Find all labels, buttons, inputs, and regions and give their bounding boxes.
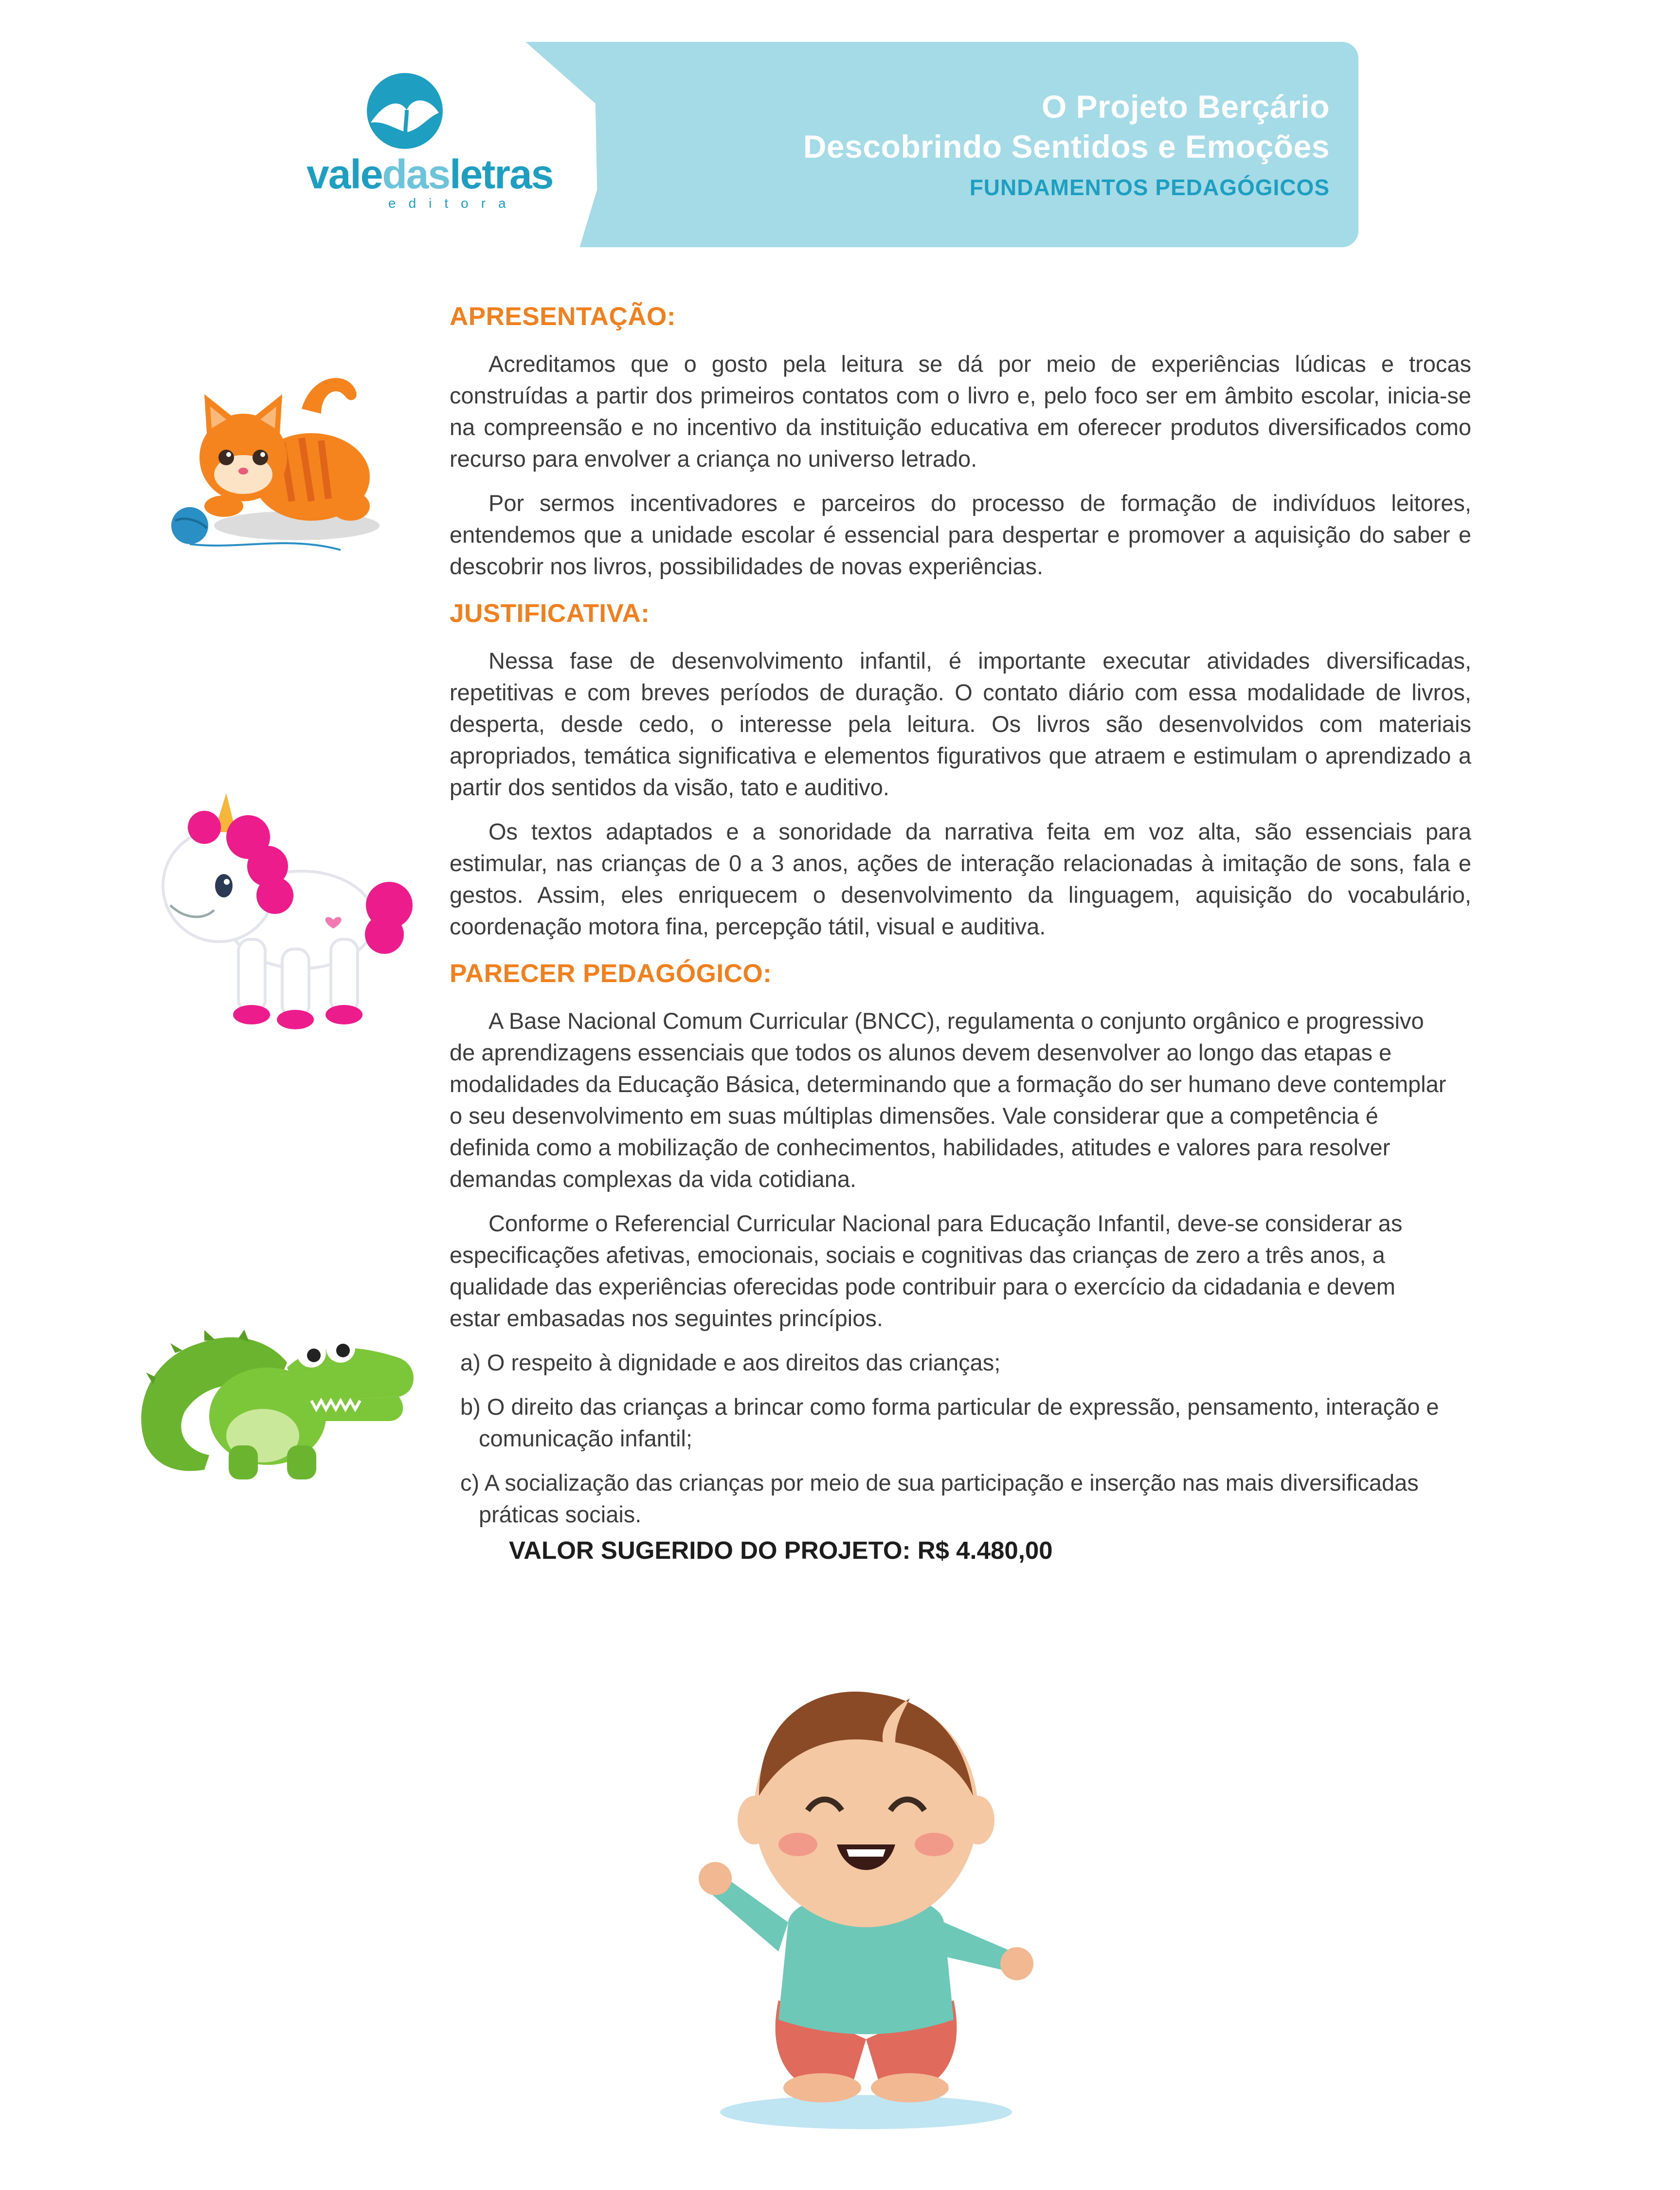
section-heading-apresentacao: APRESENTAÇÃO:	[450, 302, 676, 331]
principle-item: c) A socialização das crianças por meio de sua participação e inserção nas mais diversificadas práticas sociais.	[460, 1470, 1419, 1527]
baby-illustration-icon	[691, 1650, 1041, 2136]
header-titles	[803, 87, 1330, 201]
page-title-line-1: O Projeto Berçário	[1041, 89, 1330, 125]
paragraph: Nessa fase de desenvolvimento infantil, é importante executar atividades diversificadas, repetitivas e com breves períodos de duração. O contato diário com essa modalidade de livros, desperta, desde cedo, o interesse pela leitura. Os livros são desenvolvidos com materiais apropriados, temática significativa e elementos figurativos que atraem e estimulam o aprendizado a partir dos sentidos da visão, tato e auditivo.	[450, 648, 1471, 800]
paragraph: A Base Nacional Comum Curricular (BNCC), regulamenta o conjunto orgânico e progressivo de aprendizagens essenciais que todos os alunos devem desenvolver ao longo das etapas e modalidades da Educação Básica, determinando que a formação do ser humano deve contemplar o seu desenvolvimento em suas múltiplas dimensões. Vale considerar que a competência é definida como a mobilização de conhecimentos, habilidades, atitudes e valores para resolver demandas complexas da vida cotidiana.	[450, 1008, 1446, 1192]
paragraph: Acreditamos que o gosto pela leitura se dá por meio de experiências lúdicas e trocas construídas a partir dos primeiros contatos com o livro e, pelo foco ser em âmbito escolar, inicia-se na compreensão e no incentivo da instituição educativa em oferecer produtos diversificados como recurso para envolver a criança no universo letrado.	[450, 351, 1471, 472]
brand-logo	[307, 68, 553, 214]
crocodile-illustration-icon	[126, 1299, 428, 1504]
suggested-price: VALOR SUGERIDO DO PROJETO: R$ 4.480,00	[509, 1536, 1053, 1564]
paragraph: Os textos adaptados e a sonoridade da narrativa feita em voz alta, são essenciais para estimular, nas crianças de 0 a 3 anos, ações de interação relacionadas à imitação de sons, fala e gestos. Assim, eles enriquecem o desenvolvimento da linguagem, aquisição do vocabulário, coordenação motora fina, percepção tátil, visual e auditiva.	[450, 819, 1471, 939]
section-heading-parecer: PARECER PEDAGÓGICO:	[450, 959, 772, 988]
page-subtitle: FUNDAMENTOS PEDAGÓGICOS	[969, 175, 1330, 200]
paragraph: Conforme o Referencial Curricular Nacional para Educação Infantil, deve-se considerar as especificações afetivas, emocionais, sociais e cognitivas das crianças de zero a três anos, a qualidade das experiências oferecidas pode contribuir para o exercício da cidadania e devem estar embasadas nos seguintes princípios.	[450, 1210, 1403, 1331]
paragraph: Por sermos incentivadores e parceiros do processo de formação de indivíduos leitores, entendemos que a unidade escolar é essencial para despertar e promover a aquisição do saber e descobrir nos livros, possibilidades de novas experiências.	[450, 490, 1471, 579]
principle-item: a) O respeito à dignidade e aos direitos das crianças;	[460, 1350, 1001, 1375]
page-title-line-2: Descobrindo Sentidos e Emoções	[803, 128, 1330, 164]
logo-wordmark: valedasletras	[307, 151, 553, 197]
cat-illustration-icon	[165, 360, 394, 565]
main-content	[450, 302, 1471, 1565]
unicorn-illustration-icon	[136, 793, 418, 1046]
logo-emblem-icon	[307, 68, 511, 156]
logo-tagline: editora	[388, 196, 519, 211]
section-heading-justificativa: JUSTIFICATIVA:	[450, 599, 650, 628]
principle-item: b) O direito das crianças a brincar como forma particular de expressão, pensamento, interação e comunicação infantil;	[460, 1394, 1439, 1451]
